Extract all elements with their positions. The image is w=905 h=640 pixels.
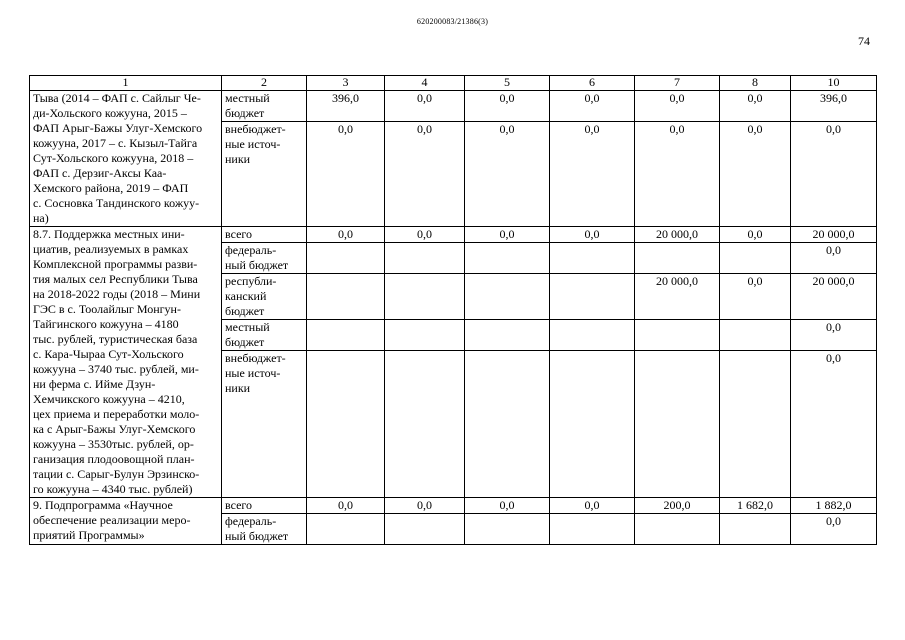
amount-cell: 0,0 [550,122,635,227]
page-number: 74 [858,34,870,48]
amount-cell [635,514,720,545]
funding-source: местный бюджет [222,320,307,351]
budget-table [29,75,877,545]
amount-cell [385,243,465,274]
amount-cell: 0,0 [307,498,385,514]
column-header: 3 [307,76,385,91]
activity-description: 8.7. Поддержка местных ини- циатив, реализуемых в рамках Комплексной программы разви- тия малых сел Республики Тыва на 2018-2022 годы (2018 – Мини ГЭС в с. Тоолайлыг Монгун- Тайгинского кожууна – 4180 тыс. рублей, туристическая база с. Кара-Чыраа Сут-Хольского кожууна – 3740 тыс. рублей, ми- ни ферма с. Ийме Дзун- Хемчикского кожууна – 4210, цех приема и переработки моло- ка с Арыг-Бажы Улуг-Хемского кожууна – 3530тыс. рублей, ор- ганизация плодоовощной план- тации с. Сарыг-Булун Эрзинско- го кожууна – 4340 тыс. рублей) [30,227,222,498]
column-header: 1 [30,76,222,91]
column-header: 8 [720,76,791,91]
table-row [30,91,877,122]
amount-cell: 0,0 [550,227,635,243]
amount-cell: 0,0 [635,122,720,227]
amount-cell [385,274,465,320]
amount-cell: 0,0 [385,227,465,243]
amount-cell: 0,0 [385,122,465,227]
amount-cell: 1 882,0 [791,498,877,514]
funding-source: местный бюджет [222,91,307,122]
amount-cell: 0,0 [385,498,465,514]
funding-source: всего [222,227,307,243]
amount-cell [307,514,385,545]
column-header: 6 [550,76,635,91]
amount-cell: 0,0 [720,91,791,122]
amount-cell [550,514,635,545]
amount-cell [385,514,465,545]
amount-cell [307,320,385,351]
amount-cell: 1 682,0 [720,498,791,514]
column-header: 7 [635,76,720,91]
amount-cell [307,274,385,320]
amount-cell: 0,0 [465,498,550,514]
amount-cell [385,351,465,498]
amount-cell [720,243,791,274]
amount-cell: 20 000,0 [635,274,720,320]
column-header: 5 [465,76,550,91]
table-row [30,227,877,243]
amount-cell [550,320,635,351]
table-row [30,498,877,514]
amount-cell [465,243,550,274]
amount-cell [550,243,635,274]
activity-description: 9. Подпрограмма «Научное обеспечение реализации меро- приятий Программы» [30,498,222,545]
amount-cell [550,351,635,498]
amount-cell: 20 000,0 [635,227,720,243]
amount-cell: 0,0 [635,91,720,122]
amount-cell: 396,0 [791,91,877,122]
amount-cell [635,351,720,498]
amount-cell: 0,0 [307,227,385,243]
amount-cell: 0,0 [791,122,877,227]
column-header: 4 [385,76,465,91]
amount-cell: 0,0 [465,122,550,227]
column-header: 2 [222,76,307,91]
amount-cell [465,274,550,320]
funding-source: республи- канский бюджет [222,274,307,320]
amount-cell: 20 000,0 [791,274,877,320]
amount-cell: 0,0 [720,122,791,227]
funding-source: внебюджет- ные источ- ники [222,351,307,498]
amount-cell: 0,0 [791,320,877,351]
amount-cell [465,514,550,545]
table-body [30,91,877,545]
column-number-row [30,76,877,91]
amount-cell [720,514,791,545]
amount-cell: 0,0 [720,227,791,243]
funding-source: внебюджет- ные источ- ники [222,122,307,227]
amount-cell: 0,0 [550,498,635,514]
amount-cell [307,351,385,498]
amount-cell: 0,0 [791,514,877,545]
amount-cell: 0,0 [385,91,465,122]
funding-source: всего [222,498,307,514]
amount-cell [635,243,720,274]
amount-cell: 396,0 [307,91,385,122]
amount-cell [720,351,791,498]
amount-cell: 0,0 [791,351,877,498]
amount-cell: 0,0 [465,227,550,243]
amount-cell [720,320,791,351]
amount-cell [385,320,465,351]
column-header: 10 [791,76,877,91]
amount-cell: 0,0 [465,91,550,122]
amount-cell [465,351,550,498]
amount-cell: 0,0 [550,91,635,122]
amount-cell: 0,0 [791,243,877,274]
amount-cell [635,320,720,351]
document-id: 620200083/21386(3) [416,17,489,26]
amount-cell [550,274,635,320]
funding-source: федераль- ный бюджет [222,243,307,274]
funding-source: федераль- ный бюджет [222,514,307,545]
amount-cell: 0,0 [307,122,385,227]
amount-cell [465,320,550,351]
activity-description: Тыва (2014 – ФАП с. Сайлыг Че- ди-Хольского кожууна, 2015 – ФАП Арыг-Бажы Улуг-Хемского кожууна, 2017 – с. Кызыл-Тайга Сут-Хольского кожууна, 2018 – ФАП с. Дерзиг-Аксы Каа- Хемского района, 2019 – ФАП с. Сосновка Тандинского кожуу- на) [30,91,222,227]
amount-cell: 200,0 [635,498,720,514]
amount-cell: 0,0 [720,274,791,320]
amount-cell: 20 000,0 [791,227,877,243]
amount-cell [307,243,385,274]
